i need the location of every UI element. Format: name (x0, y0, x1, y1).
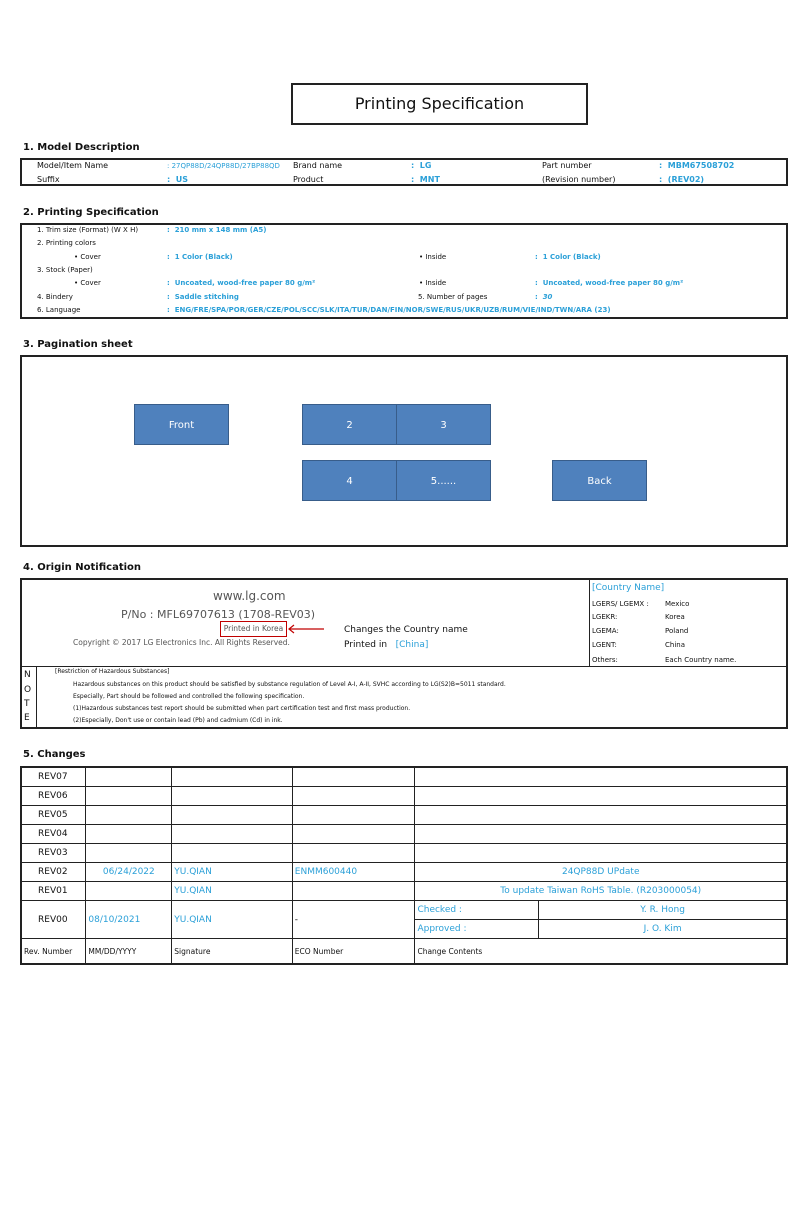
content-cell: 24QP88D UPdate (415, 863, 787, 882)
country-code-1: LGERS/ LGEMX : (592, 600, 649, 608)
checked-value: Y. R. Hong (539, 901, 787, 920)
note-letter-divider (36, 667, 37, 727)
printed-in-korea-marker: Printed in Korea (220, 621, 287, 637)
header-eco-number: ECO Number (292, 939, 415, 965)
country-name-5: Each Country name. (665, 656, 737, 664)
table-row (21, 901, 787, 920)
brand-label: Brand name (293, 161, 343, 170)
signature-cell: YU.QIAN (172, 863, 293, 882)
cover-stock-value: Uncoated, wood-free paper 80 g/m² (174, 279, 316, 287)
page-2: 2 (302, 404, 397, 445)
eco-cell (292, 806, 415, 825)
inside-stock-value: Uncoated, wood-free paper 80 g/m² (542, 279, 684, 287)
stock-label: 3. Stock (Paper) (37, 266, 93, 274)
revision-value: (REV02) (667, 175, 705, 184)
checked-label: Checked : (415, 901, 539, 920)
eco-cell: ENMM600440 (292, 863, 415, 882)
country-code-4: LGENT: (592, 641, 617, 649)
signature-cell (172, 787, 293, 806)
header-change-contents: Change Contents (415, 939, 787, 965)
china-bracket-text: [China] (395, 640, 429, 650)
date-cell: 08/10/2021 (86, 901, 172, 939)
eco-cell: - (292, 901, 415, 939)
printing-spec-box (20, 223, 788, 319)
signature-cell (172, 806, 293, 825)
table-row (21, 787, 787, 806)
table-row (21, 767, 787, 787)
section-origin-heading: 4. Origin Notification (23, 562, 142, 573)
origin-website: www.lg.com (213, 589, 286, 603)
eco-cell (292, 844, 415, 863)
date-cell: 06/24/2022 (86, 863, 172, 882)
table-row (21, 882, 787, 901)
header-rev-number: Rev. Number (21, 939, 86, 965)
rev-cell: REV01 (21, 882, 86, 901)
content-cell (415, 806, 787, 825)
signature-cell: YU.QIAN (172, 901, 293, 939)
country-name-3: Poland (665, 627, 689, 635)
pages-value: 30 (542, 293, 553, 301)
country-divider (589, 580, 590, 666)
approved-value: J. O. Kim (539, 920, 787, 939)
signature-cell: YU.QIAN (172, 882, 293, 901)
rev-cell: REV06 (21, 787, 86, 806)
note-line-2: Especially, Part should be followed and controlled the following specification. (73, 693, 305, 700)
content-cell: To update Taiwan RoHS Table. (R203000054) (415, 882, 787, 901)
product-value: MNT (419, 175, 440, 184)
date-cell (86, 806, 172, 825)
note-letter-o: O (24, 685, 32, 695)
page-title: Printing Specification (291, 83, 588, 125)
trim-size-value: 210 mm x 148 mm (A5) (174, 226, 267, 234)
trim-size-label: 1. Trim size (Format) (W X H) (37, 226, 139, 234)
table-row (21, 825, 787, 844)
date-cell (86, 882, 172, 901)
date-cell (86, 844, 172, 863)
section-pagination-heading: 3. Pagination sheet (23, 339, 133, 350)
section-changes-heading: 5. Changes (23, 749, 86, 760)
note-letter-e: E (24, 713, 30, 723)
country-code-2: LGEKR: (592, 613, 618, 621)
printing-colors-label: 2. Printing colors (37, 239, 96, 247)
content-cell (415, 844, 787, 863)
brand-value: LG (419, 161, 432, 170)
note-letter-t: T (24, 699, 30, 709)
note-heading: [Restriction of Hazardous Substances] (55, 668, 170, 675)
date-cell (86, 767, 172, 787)
language-value: ENG/FRE/SPA/POR/GER/CZE/POL/SCC/SLK/ITA/TUR/DAN/FIN/NOR/SWE/RUS/UKR/UZB/RUM/VIE/IND/TWN/ARA (23) (174, 306, 611, 314)
page-3: 3 (396, 404, 491, 445)
table-row (21, 806, 787, 825)
part-number-label: Part number (542, 161, 592, 170)
date-cell (86, 825, 172, 844)
note-divider (22, 666, 786, 667)
inside-color-label: • Inside (419, 253, 447, 261)
eco-cell (292, 767, 415, 787)
product-label: Product (293, 175, 324, 184)
suffix-label: Suffix (37, 175, 60, 184)
country-name-1: Mexico (665, 600, 690, 608)
rev-cell: REV02 (21, 863, 86, 882)
header-signature: Signature (172, 939, 293, 965)
changes-table (20, 766, 788, 965)
bindery-value: Saddle stitching (174, 293, 239, 301)
language-label: 6. Language (37, 306, 81, 314)
country-name-4: China (665, 641, 685, 649)
table-row (21, 844, 787, 863)
red-arrow-icon (286, 623, 326, 635)
page-back: Back (552, 460, 647, 501)
signature-cell (172, 767, 293, 787)
table-row (21, 863, 787, 882)
cover-stock-label: • Cover (74, 279, 101, 287)
note-line-1: Hazardous substances on this product should be satisfied by substance regulation of Level A-I, A-II, SVHC according to LG(S2)B=5011 standard. (73, 681, 506, 688)
suffix-value: US (175, 175, 189, 184)
eco-cell (292, 825, 415, 844)
table-header-row (21, 939, 787, 965)
origin-part-number: P/No : MFL69707613 (1708-REV03) (121, 608, 316, 621)
inside-color-value: 1 Color (Black) (542, 253, 601, 261)
section-model-heading: 1. Model Description (23, 142, 140, 153)
rev-cell: REV07 (21, 767, 86, 787)
signature-cell (172, 825, 293, 844)
revision-label: (Revision number) (542, 175, 616, 184)
note-letter-n: N (24, 670, 31, 680)
page-5: 5...... (396, 460, 491, 501)
content-cell (415, 787, 787, 806)
origin-copyright: Copyright © 2017 LG Electronics Inc. All Rights Reserved. (73, 638, 290, 647)
signature-cell (172, 844, 293, 863)
cover-color-value: 1 Color (Black) (174, 253, 233, 261)
page-4: 4 (302, 460, 397, 501)
model-item-value: 27QP88D/24QP88D/27BP88QD (171, 162, 280, 170)
country-code-5: Others: (592, 656, 618, 664)
approved-label: Approved : (415, 920, 539, 939)
section-printing-heading: 2. Printing Specification (23, 207, 159, 218)
date-cell (86, 787, 172, 806)
eco-cell (292, 882, 415, 901)
note-line-3: (1)Hazardous substances test report should be submitted when part certification test and first mass production. (73, 705, 411, 712)
printed-in-text: Printed in (344, 640, 388, 650)
inside-stock-label: • Inside (419, 279, 447, 287)
bindery-label: 4. Bindery (37, 293, 73, 301)
part-number-value: MBM67508702 (667, 161, 735, 170)
content-cell (415, 825, 787, 844)
content-cell (415, 767, 787, 787)
rev-cell: REV00 (21, 901, 86, 939)
header-date: MM/DD/YYYY (86, 939, 172, 965)
country-name-header: [Country Name] (592, 583, 665, 593)
country-name-2: Korea (665, 613, 685, 621)
pagination-box (20, 355, 788, 547)
rev-cell: REV03 (21, 844, 86, 863)
changes-country-text: Changes the Country name (344, 625, 468, 635)
model-item-label: Model/Item Name (37, 161, 109, 170)
rev-cell: REV04 (21, 825, 86, 844)
country-code-3: LGEMA: (592, 627, 619, 635)
pages-label: 5. Number of pages (418, 293, 488, 301)
note-line-4: (2)Especially, Don't use or contain lead (Pb) and cadmium (Cd) in ink. (73, 717, 283, 724)
page-front: Front (134, 404, 229, 445)
eco-cell (292, 787, 415, 806)
rev-cell: REV05 (21, 806, 86, 825)
cover-color-label: • Cover (74, 253, 101, 261)
